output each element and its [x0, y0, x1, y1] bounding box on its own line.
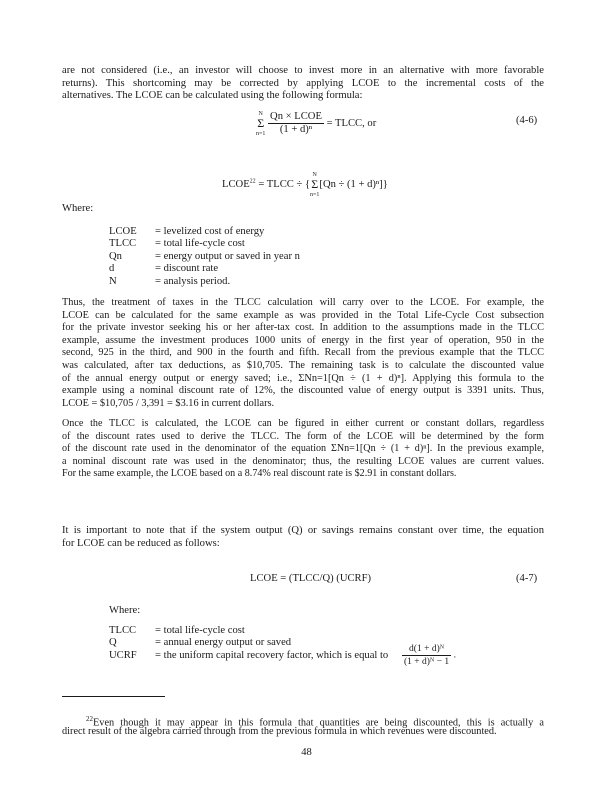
paragraph-dollars [62, 418, 544, 481]
paragraph-example [62, 297, 544, 410]
definition: = the uniform capital recovery factor, which is equal to [155, 649, 389, 661]
equation-lcoe [222, 170, 388, 199]
numerator: d(1 + d)ᴺ [402, 643, 451, 656]
where-label: Where: [109, 605, 141, 616]
sum-lower: n=1 [310, 192, 320, 198]
text-line: Once the TLCC is calculated, the LCOE can be figured in either current or constant dollars, regardless [62, 418, 544, 429]
definition-row [109, 650, 388, 662]
page-number: 48 [301, 747, 312, 758]
definition-row [109, 263, 300, 275]
term: TLCC [109, 238, 137, 250]
definitions-list [109, 226, 300, 288]
term: UCRF [109, 649, 137, 661]
text-line: of the discount rate used in the denominator of the equation ΣNn=1[Qn ÷ (1 + d)ⁿ]. In the previous example, [62, 443, 544, 455]
definition-row [109, 226, 300, 238]
text-line: a nominal discount rate was used in the denominator; thus, the resulting LCOE values are current values. [62, 455, 544, 467]
equation-rhs: = TLCC, or [326, 117, 377, 129]
text-line: It is important to note that if the system output (Q) or savings remains constant over time, the equation [62, 525, 544, 536]
term: LCOE [109, 226, 137, 237]
definition: = analysis period. [155, 275, 231, 287]
footnote-line [62, 713, 544, 729]
equation-label: (4-7) [516, 573, 538, 584]
text-line: alternatives. The LCOE can be calculated using the following formula: [62, 90, 363, 102]
text-line: are not considered (i.e., an investor will choose to invest more in an alternative with more favorable [62, 65, 544, 76]
text-line: example, assume the investment produces 1000 units of energy in the first year of operation, 950 in the [62, 334, 544, 346]
denominator: (1 + d)ᴺ − 1 [404, 657, 450, 667]
footnote [62, 713, 544, 738]
period: . [453, 650, 456, 661]
definition-row [109, 238, 300, 250]
fraction [268, 111, 324, 136]
text-line: For the same example, the LCOE based on a 8.74% real discount rate is $2.91 in constant dollars. [62, 468, 457, 480]
footnote-divider [62, 696, 165, 697]
term: d [109, 263, 115, 275]
footnote-text: Even though it may appear in this formula that quantities are being discounted, this is actually a [93, 717, 544, 729]
footnote-ref: 22 [249, 178, 256, 185]
ucrf-formula [402, 643, 456, 668]
term: N [109, 275, 117, 287]
text-line: of the discount rates used to derive the TLCC. The form of the LCOE will be determined by the form [62, 430, 544, 442]
term: TLCC [109, 625, 137, 636]
text-line: for LCOE can be reduced as follows: [62, 537, 220, 549]
definition: = levelized cost of energy [155, 226, 265, 237]
definition: = energy output or saved in year n [155, 250, 300, 262]
summation: N Σ n=1 [310, 172, 320, 198]
paragraph-intro [62, 65, 544, 103]
numerator: Qn × LCOE [270, 111, 322, 122]
definition-row [109, 625, 388, 637]
footnote-number: 22 [86, 715, 93, 723]
footnote-line: direct result of the algebra carried through from the previous formula in which revenues were discounted. [62, 725, 497, 737]
paragraph-constant-output [62, 525, 544, 550]
fraction [402, 643, 451, 668]
equation-4-6 [256, 109, 376, 138]
equation-tail: [Qn ÷ (1 + d)ⁿ]} [319, 178, 388, 190]
sum-upper: N [258, 111, 263, 117]
where-label: Where: [62, 203, 94, 214]
equation-label: (4-6) [516, 115, 538, 126]
equation-mid: = TLCC ÷ { [258, 178, 311, 190]
definitions-list [109, 625, 388, 662]
text-line: LCOE can be calculated for the same example as was provided in the Total Life-Cycle Cost subsection [62, 309, 544, 321]
definition: = total life-cycle cost [155, 625, 245, 636]
denominator: (1 + d)ⁿ [279, 124, 313, 135]
text-line: example using a nominal discount rate of 12%, the discounted value of energy output is 3391 units. Thus, [62, 385, 544, 397]
definition-row [109, 276, 300, 288]
text-line: of the annual energy output or energy saved; i.e., ΣNn=1[Qn ÷ (1 + d)ⁿ]. Applying this formula to the [62, 372, 544, 384]
text-line: LCOE = $10,705 / 3,391 = $3.16 in current dollars. [62, 397, 275, 409]
text-line: second, 925 in the third, and 900 in the fourth and fifth. Recall from the previous example that the TLCC [62, 347, 544, 359]
definition: = annual energy output or saved [155, 637, 292, 649]
equation-4-7: LCOE = (TLCC/Q) (UCRF) [250, 573, 372, 584]
equation-lhs: LCOE [222, 178, 250, 190]
text-line: was calculated, after tax deductions, as $10,705. The remaining task is to calculate the discounted value [62, 359, 544, 371]
term: Q [109, 637, 117, 649]
definition: = total life-cycle cost [155, 238, 245, 250]
summation: N Σ n=1 [256, 111, 266, 137]
text-line: returns). This shortcoming may be corrected by applying LCOE to the incremental costs of the [62, 77, 544, 89]
text-line: for the private investor seeking his or her after-tax cost. In addition to the assumptions made in the TLCC [62, 322, 544, 334]
text-line: Thus, the treatment of taxes in the TLCC calculation will carry over to the LCOE. For example, the [62, 297, 544, 308]
definition-row [109, 637, 388, 649]
sum-upper: N [312, 172, 317, 178]
definition: = discount rate [155, 263, 219, 275]
definition-row [109, 251, 300, 263]
sum-lower: n=1 [256, 131, 266, 137]
term: Qn [109, 250, 122, 262]
